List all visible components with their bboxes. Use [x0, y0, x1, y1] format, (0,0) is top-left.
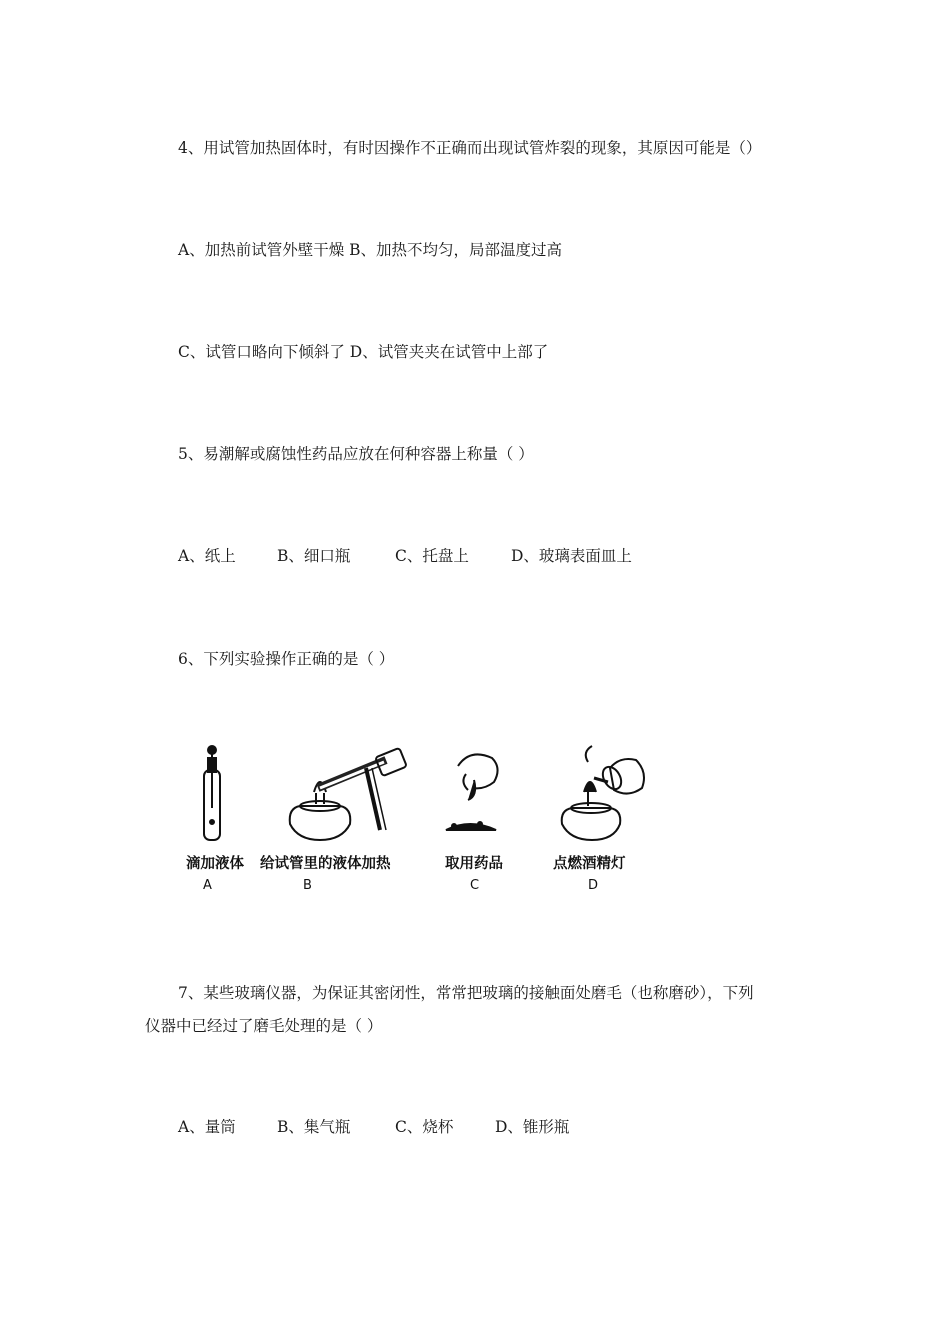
figure-caption-d: 点燃酒精灯: [553, 856, 626, 872]
figure-letter-b: B: [303, 878, 312, 893]
figure-caption-b: 给试管里的液体加热: [260, 856, 391, 872]
heating-liquid-drawing: [290, 748, 407, 840]
dropper-into-tube-drawing: [204, 746, 220, 840]
question-7-stem-line1: 7、某些玻璃仪器，为保证其密闭性，常常把玻璃的接触面处磨毛（也称磨砂），下列: [178, 984, 754, 1002]
question-5-option-b: B、细口瓶: [277, 547, 351, 565]
lab-operations-illustration: [180, 738, 650, 853]
question-5-stem: 5、易潮解或腐蚀性药品应放在何种容器上称量（ ）: [178, 445, 534, 463]
question-6-stem: 6、下列实验操作正确的是（ ）: [178, 650, 395, 668]
question-5-option-d: D、玻璃表面皿上: [511, 547, 632, 565]
question-5-option-a: A、纸上: [178, 547, 236, 565]
question-4-stem: 4、用试管加热固体时，有时因操作不正确而出现试管炸裂的现象，其原因可能是（）: [178, 139, 762, 157]
lab-operations-figure: [180, 738, 650, 898]
figure-letter-c: C: [470, 878, 480, 893]
figure-caption-a: 滴加液体: [186, 856, 244, 872]
question-5-option-c: C、托盘上: [395, 547, 469, 565]
figure-letter-d: D: [588, 878, 599, 893]
question-4-options-cd: C、试管口略向下倾斜了 D、试管夹夹在试管中上部了: [178, 343, 549, 361]
taking-reagent-drawing: [446, 754, 498, 830]
question-4-options-ab: A、加热前试管外壁干燥 B、加热不均匀，局部温度过高: [178, 241, 563, 259]
figure-letter-a: A: [203, 878, 212, 893]
question-7-option-a: A、量筒: [178, 1118, 236, 1136]
lighting-lamp-drawing: [562, 746, 644, 840]
question-7-option-d: D、锥形瓶: [495, 1118, 570, 1136]
question-7-option-c: C、烧杯: [395, 1118, 454, 1136]
question-7-stem-line2: 仪器中已经过了磨毛处理的是（ ）: [145, 1017, 383, 1035]
figure-caption-c: 取用药品: [445, 856, 503, 872]
question-7-option-b: B、集气瓶: [277, 1118, 351, 1136]
